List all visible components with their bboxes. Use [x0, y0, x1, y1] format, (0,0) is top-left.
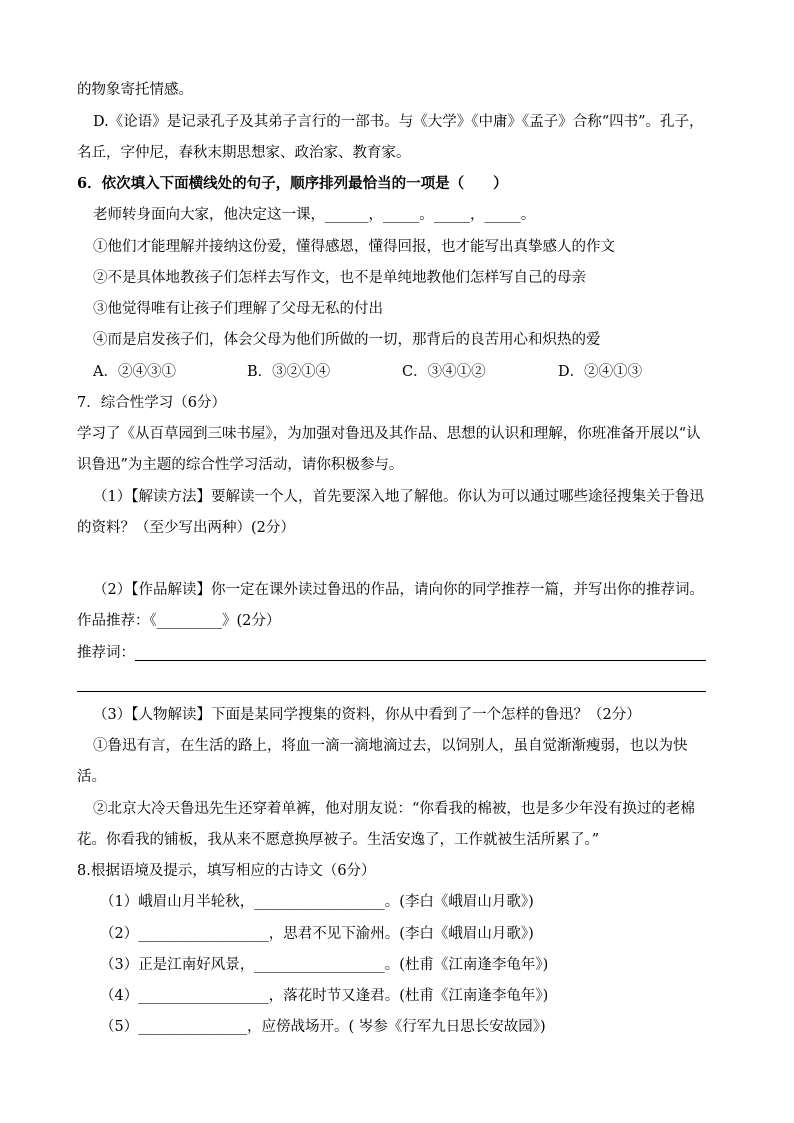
answer-line[interactable] [135, 660, 706, 661]
question-8-title: 8.根据语境及提示，填写相应的古诗文（6分） [77, 863, 376, 879]
text-line: （3）【人物解读】下面是某同学搜集的资料，你从中看到了一个怎样的鲁迅？（2分） [93, 707, 641, 723]
text-line: （2）【作品解读】你一定在课外读过鲁迅的作品，请向你的同学推荐一篇，并写出你的推荐词。 [93, 582, 704, 598]
sentence-option: ②不是具体地教孩子们怎样去写作文，也不是单纯地教他们怎样写自己的母亲 [93, 270, 586, 286]
poem-blank-2: （2）__________________，思君不见下渝州。(李白《峨眉山月歌》) [100, 926, 534, 942]
answer-option-c: C．③④①② [402, 364, 486, 380]
text-line: （1）【解读方法】要解读一个人，首先要深入地了解他。你认为可以通过哪些途径搜集关于鲁迅 [93, 489, 704, 505]
answer-option-a: A．②④③① [93, 364, 176, 380]
text-line: 作品推荐：《_________》(2分） [77, 613, 281, 629]
poem-blank-1: （1）峨眉山月半轮秋，__________________。(李白《峨眉山月歌》) [100, 894, 534, 910]
poem-blank-4: （4）__________________，落花时节又逢君。(杜甫《江南逢李龟年》) [100, 988, 549, 1004]
text-line: 活。 [77, 769, 106, 785]
text-line: 识鲁迅”为主题的综合性学习活动，请你积极参与。 [77, 457, 404, 473]
text-line: ②北京大冷天鲁迅先生还穿着单裤，他对朋友说：“你看我的棉被，也是多少年没有换过的老棉 [93, 801, 695, 817]
text-line: 的资料？（至少写出两种）(2分） [77, 520, 295, 536]
text-line: 的物象寄托情感。 [77, 82, 193, 98]
sentence-option: ③他觉得唯有让孩子们理解了父母无私的付出 [93, 301, 383, 317]
answer-option-b: B．③②①④ [247, 364, 331, 380]
text-line: 老师转身面向大家，他决定这一课，______，_____。_____，_____。 [93, 207, 536, 223]
poem-blank-3: （3）正是江南好风景，__________________。(杜甫《江南逢李龟年》) [100, 957, 549, 973]
poem-blank-5: （5）_______________，应傍战场开。( 岑参《行军九日思长安故园》) [100, 1019, 546, 1035]
text-line: 名丘，字仲尼，春秋末期思想家、政治家、教育家。 [77, 145, 411, 161]
answer-option-d: D．②④①③ [558, 364, 643, 380]
recommendation-label: 推荐词： [77, 645, 135, 661]
question-7-title: 7．综合性学习（6分） [77, 395, 226, 411]
sentence-option: ④而是启发孩子们，体会父母为他们所做的一切，那背后的良苦用心和炽热的爱 [93, 332, 601, 348]
answer-line[interactable] [77, 691, 706, 692]
text-line: 花。你看我的铺板，我从来不愿意换厚被子。生活安逸了，工作就被生活所累了。” [77, 832, 600, 848]
text-line: 学习了《从百草园到三味书屋》，为加强对鲁迅及其作品、思想的认识和理解，你班准备开展以“认 [77, 426, 701, 442]
text-line: D.《论语》是记录孔子及其弟子言行的一部书。与《大学》《中庸》《孟子》合称“四书”。孔子， [93, 114, 704, 130]
sentence-option: ①他们才能理解并接纳这份爱，懂得感恩，懂得回报，也才能写出真挚感人的作文 [93, 239, 615, 255]
question-6-title: 6．依次填入下面横线处的句子，顺序排列最恰当的一项是（ ） [77, 175, 508, 192]
text-line: ①鲁迅有言，在生活的路上，将血一滴一滴地滴过去，以饲别人，虽自觉渐渐瘦弱，也以为快 [93, 738, 688, 754]
